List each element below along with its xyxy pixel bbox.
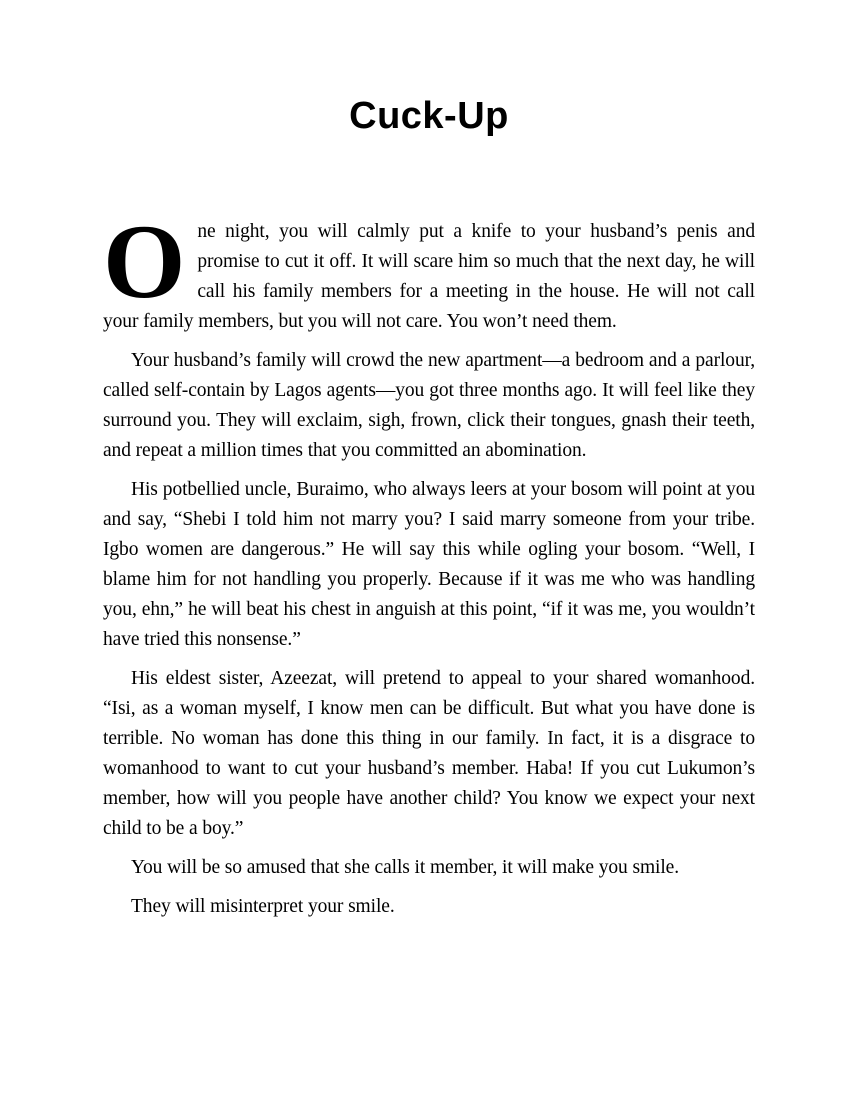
paragraph: You will be so amused that she calls it member, it will make you smile. bbox=[131, 857, 679, 878]
paragraph: His potbellied uncle, Buraimo, who always leers at your bosom will point at you and say, “Shebi I told him not marry you? I said marry someone from your tribe. Igbo women are dangerous.” He will say this while ogling your bosom. “Well, I blame him for not handling you properly. Because if it was me who was handling you, ehn,” he will beat his chest in anguish at this point, “if it was me, you wouldn’t have tried this nonsense.” bbox=[103, 479, 755, 650]
paragraph-opening-text: ne night, you will calmly put a knife to your husband’s penis and promise to cut it off. It will scare him so much that the next day, he will call his family members for a meeting in the house. He will not call your family members, but you will not care. You won’t need them. bbox=[103, 221, 755, 332]
chapter-title: Cuck-Up bbox=[349, 95, 509, 137]
paragraph: Your husband’s family will crowd the new apartment—a bedroom and a parlour, called self-contain by Lagos agents—you got three months ago. It will feel like they surround you. They will exclaim, sigh, frown, click their tongues, gnash their teeth, and repeat a million times that you committed an abomination. bbox=[103, 350, 755, 461]
paragraph: His eldest sister, Azeezat, will pretend to appeal to your shared womanhood. “Isi, as a woman myself, I know men can be difficult. But what you have done is terrible. No woman has done this thing in our family. In fact, it is a disgrace to womanhood to want to cut your husband’s member. Haba! If you cut Lukumon’s member, how will you people have another child? You know we expect your next child to be a boy.” bbox=[103, 668, 755, 839]
drop-cap: O bbox=[103, 203, 186, 320]
story-body bbox=[103, 203, 755, 922]
paragraph-opening bbox=[103, 203, 755, 337]
paragraph: They will misinterpret your smile. bbox=[131, 896, 395, 917]
